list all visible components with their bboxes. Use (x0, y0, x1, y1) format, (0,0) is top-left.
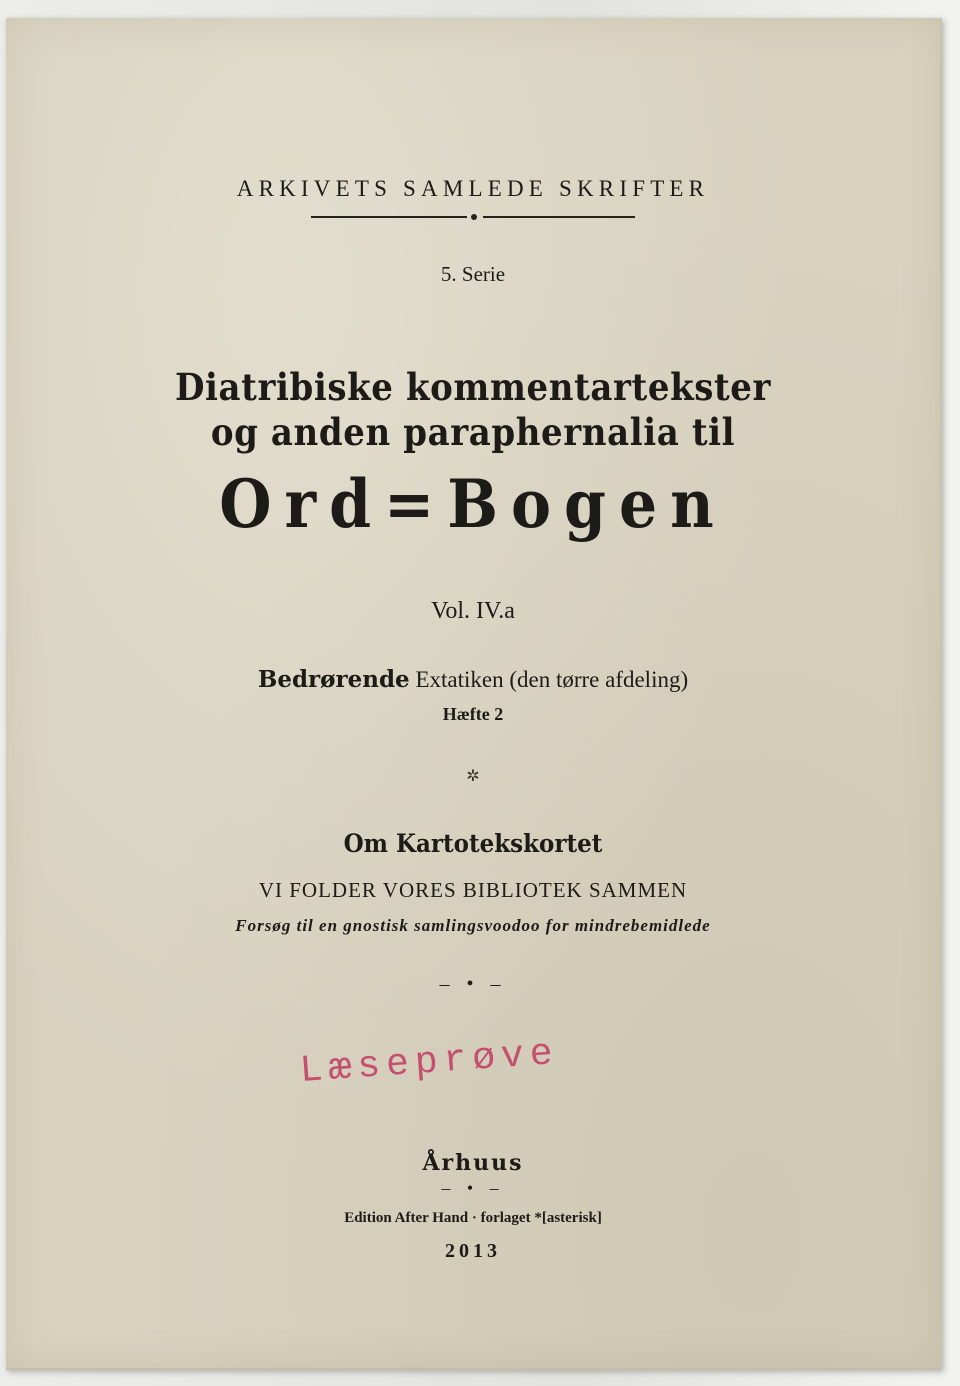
divider-bottom: – • – (441, 1178, 505, 1198)
heading: VI FOLDER VORES BIBLIOTEK SAMMEN (258, 878, 688, 902)
asterism-icon: ✲ (466, 768, 480, 785)
ornamental-rule (6, 212, 940, 222)
divider-top: – • – (439, 973, 507, 995)
year-label: 2013 (445, 1240, 501, 1262)
rule-right (483, 216, 635, 218)
publisher-label: Edition After Hand · forlaget *[asterisk] (344, 1210, 602, 1226)
part-label: Hæfte 2 (442, 704, 504, 724)
book-cover (6, 18, 942, 1370)
section-title: Om Kartotekskortet (343, 828, 603, 859)
title-line-1: Diatribiske kommentartekster (174, 366, 772, 410)
rule-dot-icon (471, 214, 477, 220)
series-number: 5. Serie (440, 262, 506, 286)
city-label: Århuus (422, 1150, 524, 1176)
subject-line (6, 666, 940, 693)
rule-left (311, 216, 467, 218)
volume-label: Vol. IV.a (431, 598, 515, 624)
sample-stamp: Læseprøve (298, 1031, 561, 1093)
series-title: ARKIVETS SAMLEDE SKRIFTER (236, 176, 710, 201)
subject-rest: Extatiken (den tørre afdeling) (409, 667, 689, 692)
title-line-2: og anden paraphernalia til (210, 411, 736, 455)
subject-prefix: Bedrørende (257, 666, 410, 693)
main-title: Ord=Bogen (219, 466, 727, 544)
subheading: Forsøg til en gnostisk samlingsvoodoo for mindrebemidlede (235, 916, 711, 935)
